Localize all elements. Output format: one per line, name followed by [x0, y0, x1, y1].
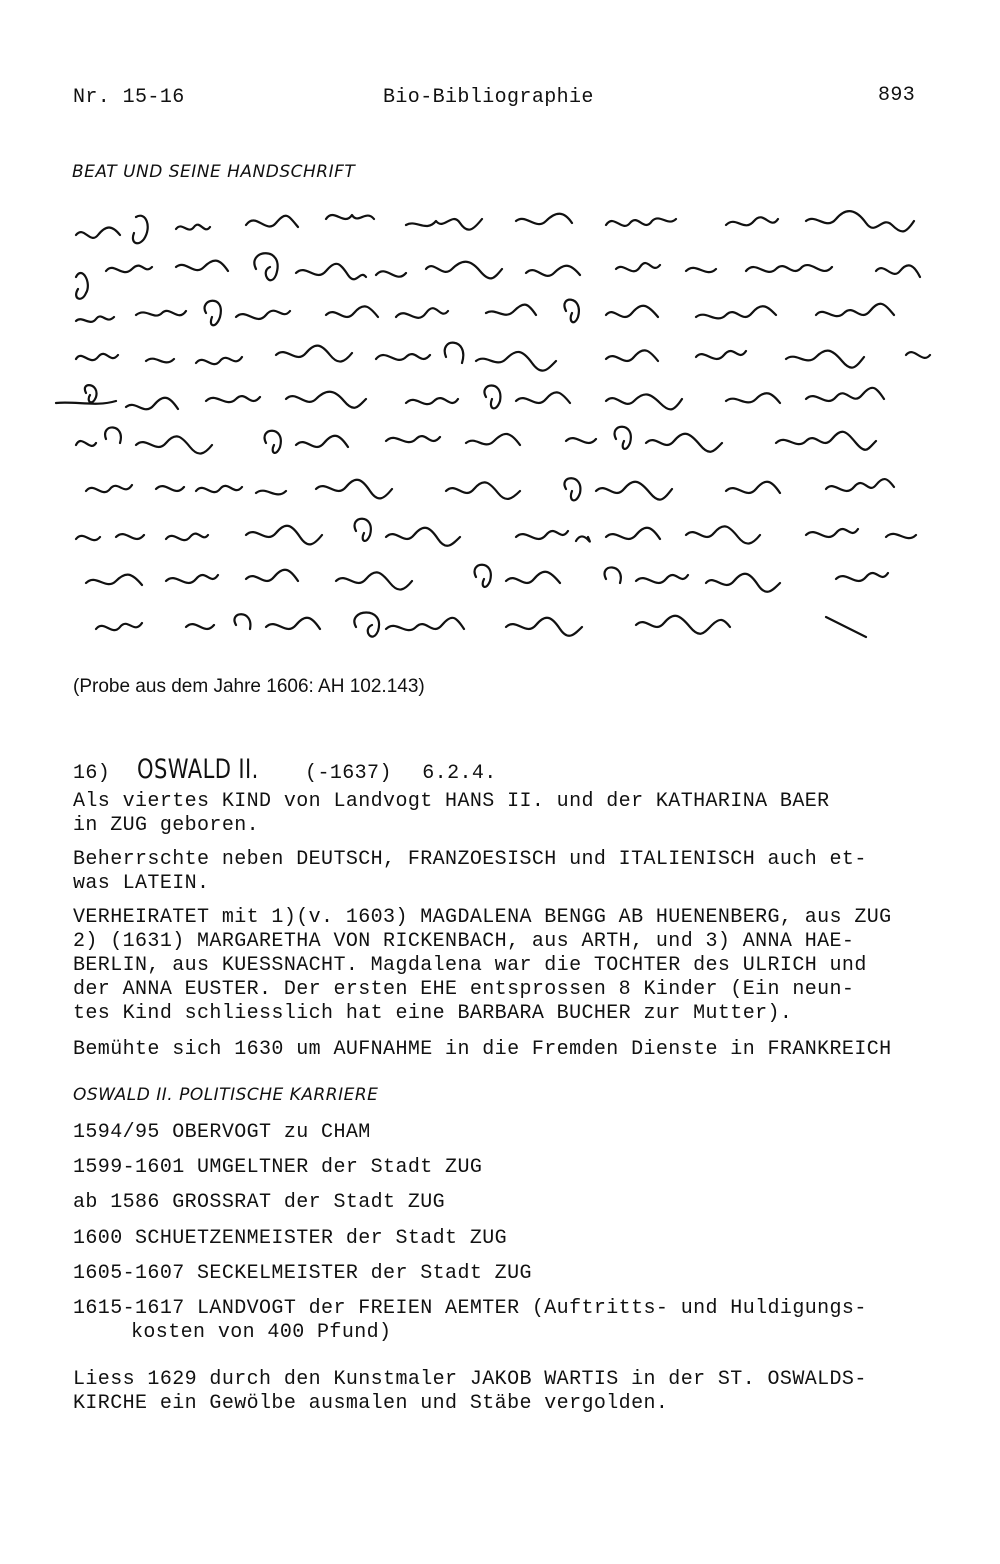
- entry-code: 6.2.4.: [422, 762, 497, 785]
- career-item: 1594/95 OBERVOGT zu CHAM: [73, 1121, 371, 1144]
- career-item: 1615-1617 LANDVOGT der FREIEN AEMTER (Auftritts- und Huldigungs-: [73, 1297, 867, 1320]
- entry-name: OSWALD II.: [136, 754, 259, 785]
- career-item-continuation: kosten von 400 Pfund): [131, 1321, 392, 1344]
- career-section-title: OSWALD II. POLITISCHE KARRIERE: [73, 1085, 379, 1105]
- paragraph-marriages: VERHEIRATET mit 1)(v. 1603) MAGDALENA BENGG AB HUENENBERG, aus ZUG 2) (1631) MARGARETHA VON RICKENBACH, aus ARTH, und 3) ANNA HAE- BERLIN, aus KUESSNACHT. Magdalena war die TOCHTER des ULRICH und der ANNA EUSTER. Der ersten EHE entsprossen 8 Kinder (Ein neun- tes Kind schliesslich hat eine BARBARA BUCHER zur Mutter).: [73, 906, 892, 1025]
- handwriting-sample-image: [46, 195, 966, 665]
- paragraph-languages: Beherrschte neben DEUTSCH, FRANZOESISCH und ITALIENISCH auch et- was LATEIN.: [73, 848, 867, 895]
- paragraph-service: Bemühte sich 1630 um AUFNAHME in die Fremden Dienste in FRANKREICH: [73, 1038, 892, 1061]
- paragraph-birth: Als viertes KIND von Landvogt HANS II. und der KATHARINA BAER in ZUG geboren.: [73, 790, 830, 837]
- career-item: ab 1586 GROSSRAT der Stadt ZUG: [73, 1191, 446, 1214]
- paragraph-church: Liess 1629 durch den Kunstmaler JAKOB WARTIS in der ST. OSWALDS- KIRCHE ein Gewölbe ausmalen und Stäbe vergolden.: [73, 1368, 867, 1415]
- page-number: 893: [878, 84, 916, 107]
- running-header-title: Bio-Bibliographie: [383, 86, 594, 109]
- career-item: 1605-1607 SECKELMEISTER der Stadt ZUG: [73, 1262, 532, 1285]
- entry-heading: [73, 754, 497, 785]
- running-header-left: Nr. 15-16: [73, 86, 185, 109]
- career-item: 1599-1601 UMGELTNER der Stadt ZUG: [73, 1156, 483, 1179]
- entry-lifespan: (-1637): [305, 762, 392, 785]
- entry-number: 16): [73, 762, 111, 785]
- handwriting-section-title: BEAT UND SEINE HANDSCHRIFT: [72, 162, 356, 182]
- handwriting-caption: (Probe aus dem Jahre 1606: AH 102.143): [73, 676, 425, 697]
- career-item: 1600 SCHUETZENMEISTER der Stadt ZUG: [73, 1227, 508, 1250]
